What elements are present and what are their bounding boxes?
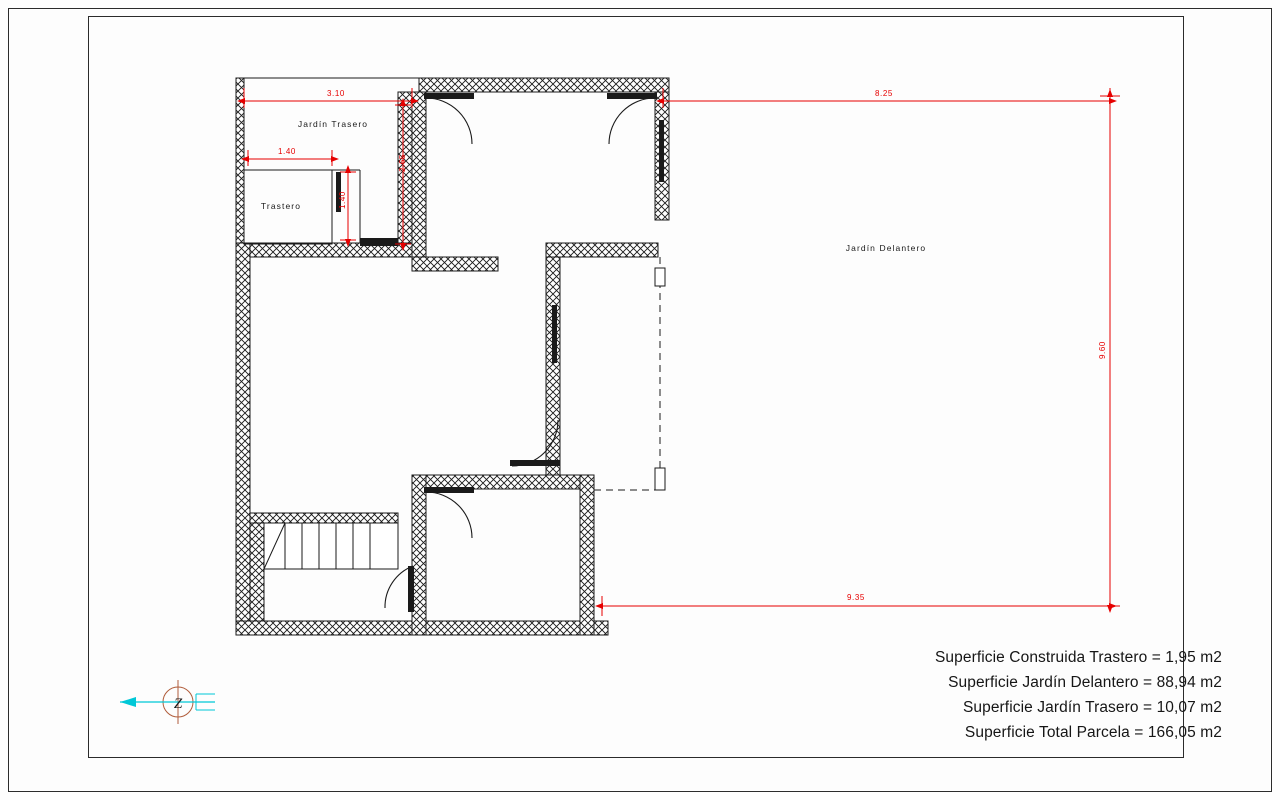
label-jardin-trasero: Jardín Trasero — [297, 119, 369, 129]
dimension-labels — [278, 89, 1107, 602]
legend-line-jardin-trasero: Superficie Jardín Trasero = 10,07 m2 — [962, 699, 1222, 716]
legend-line-trastero: Superficie Construida Trastero = 1,95 m2 — [934, 649, 1222, 666]
legend-line-total: Superficie Total Parcela = 166,05 m2 — [964, 724, 1222, 741]
area-legend — [935, 645, 1222, 745]
north-symbol — [120, 680, 215, 724]
room-labels — [261, 119, 926, 253]
label-trastero: Trastero — [260, 201, 302, 211]
thin-outline-group — [236, 78, 665, 490]
legend-line-jardin-delantero: Superficie Jardín Delantero = 88,94 m2 — [948, 674, 1222, 691]
dim-9-60: 9.60 — [1098, 341, 1107, 359]
dim-1-40-top: 1.40 — [278, 147, 296, 156]
label-jardin-delantero: Jardín Delantero — [845, 243, 927, 253]
dim-2-65: 2.65 — [398, 154, 407, 172]
north-letter: Z — [173, 696, 183, 712]
dim-3-10: 3.10 — [327, 89, 345, 98]
dim-8-25: 8.25 — [875, 89, 893, 98]
dim-1-40-vert: 1.40 — [338, 191, 347, 209]
dim-9-35: 9.35 — [847, 593, 865, 602]
staircase — [264, 523, 398, 569]
